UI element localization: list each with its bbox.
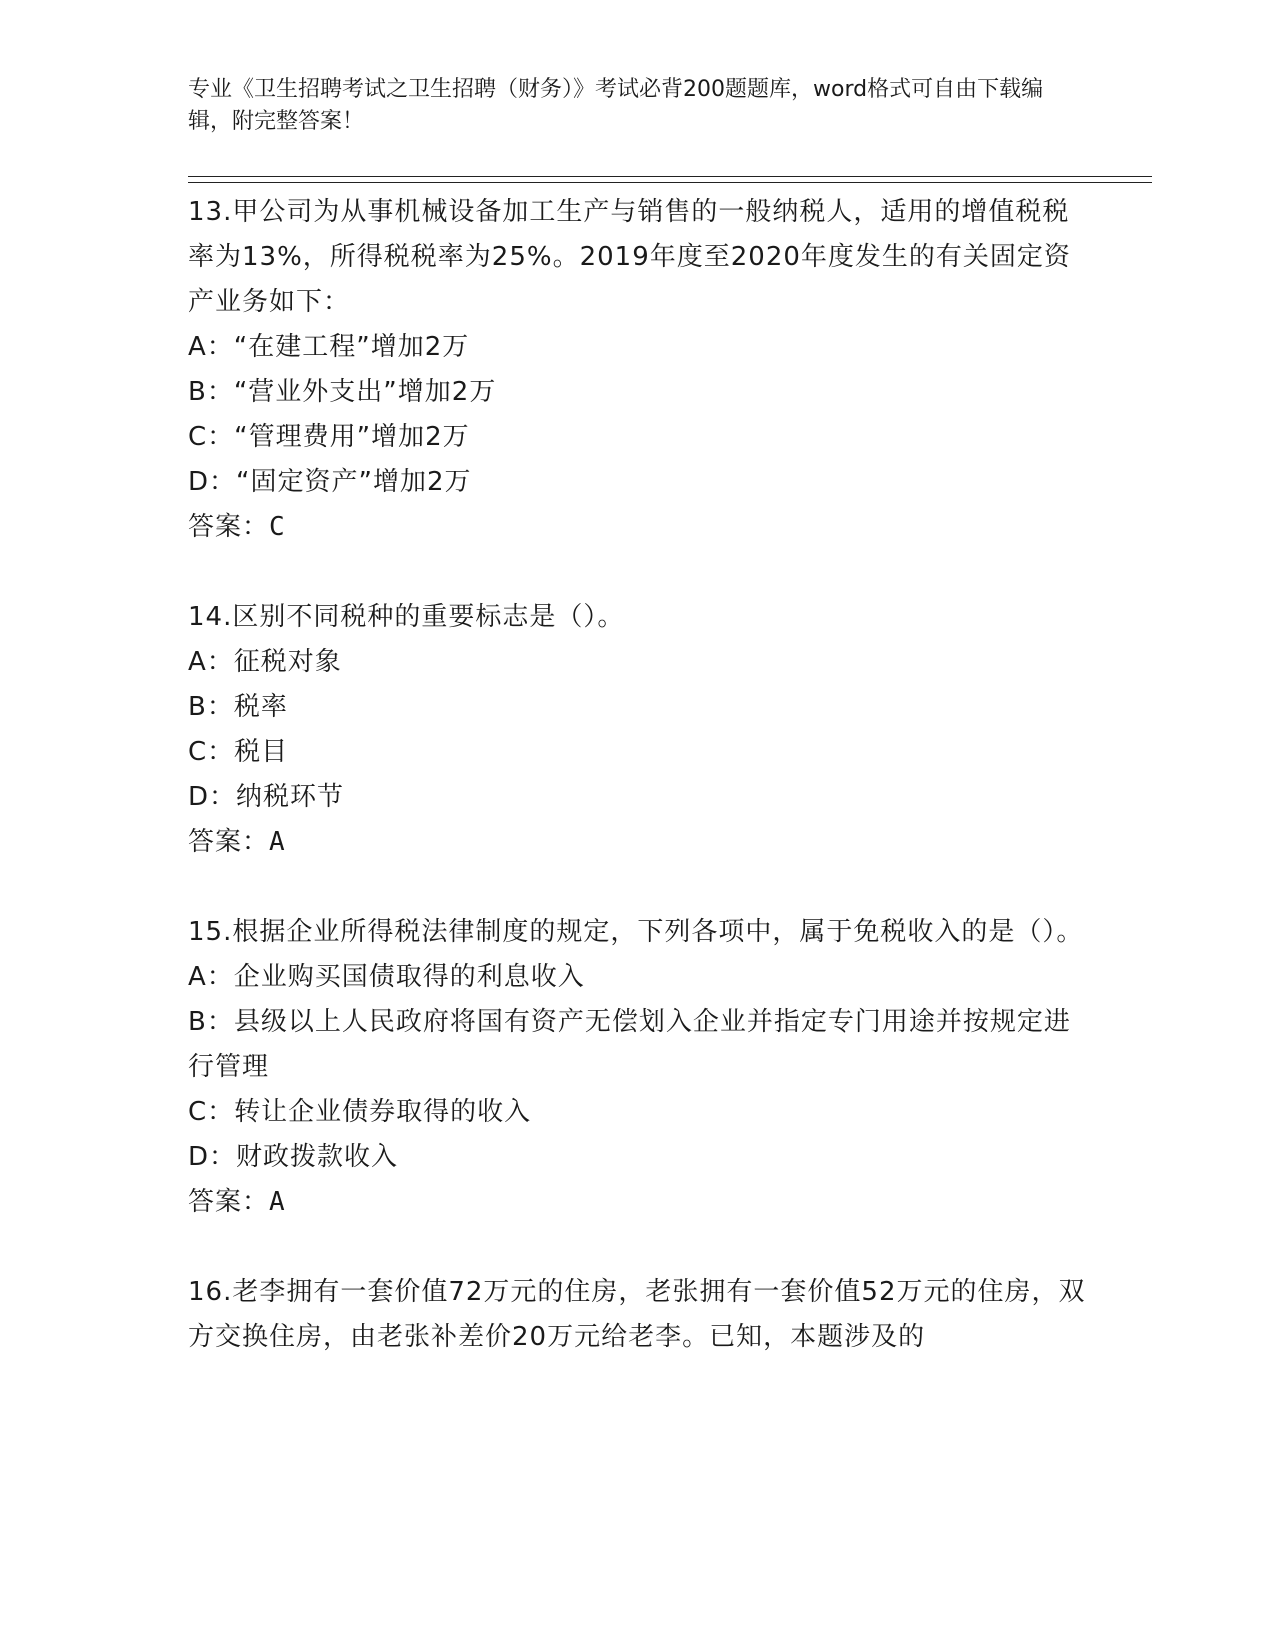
option-a: A：企业购买国债取得的利息收入: [188, 962, 585, 992]
question-14: [188, 595, 1088, 865]
header-divider-bottom: [188, 182, 1152, 183]
option-d: D：财政拨款收入: [188, 1142, 399, 1172]
option-c: C：税目: [188, 737, 289, 767]
option-b: B：县级以上人民政府将国有资产无偿划入企业并指定专门用途并按规定进行管理: [188, 1007, 1071, 1082]
question-spacer: [188, 550, 1088, 595]
question-spacer: [188, 865, 1088, 910]
option-d: D：“固定资产”增加2万: [188, 467, 472, 497]
question-13: [188, 190, 1088, 550]
option-a: A：“在建工程”增加2万: [188, 332, 470, 362]
option-d: D：纳税环节: [188, 782, 345, 812]
answer-line: 答案：A: [188, 1187, 286, 1217]
document-header: 专业《卫生招聘考试之卫生招聘（财务）》考试必背200题题库，word格式可自由下载编辑，附完整答案！: [188, 77, 1044, 134]
question-stem: 15.根据企业所得税法律制度的规定，下列各项中，属于免税收入的是（）。: [188, 917, 1084, 947]
question-stem: 13.甲公司为从事机械设备加工生产与销售的一般纳税人，适用的增值税税率为13%，所得税税率为25%。2019年度至2020年度发生的有关固定资产业务如下：: [188, 197, 1071, 317]
option-b: B：“营业外支出”增加2万: [188, 377, 497, 407]
answer-line: 答案：C: [188, 512, 286, 542]
option-c: C：转让企业债券取得的收入: [188, 1097, 532, 1127]
option-b: B：税率: [188, 692, 288, 722]
answer-line: 答案：A: [188, 827, 286, 857]
option-c: C：“管理费用”增加2万: [188, 422, 470, 452]
question-15: [188, 910, 1088, 1225]
question-list: [188, 190, 1088, 1360]
question-stem: 16.老李拥有一套价值72万元的住房，老张拥有一套价值52万元的住房，双方交换住房，由老张补差价20万元给老李。已知，本题涉及的: [188, 1277, 1086, 1352]
question-spacer: [188, 1225, 1088, 1270]
header-divider-top: [188, 176, 1152, 177]
option-a: A：征税对象: [188, 647, 342, 677]
question-16: [188, 1270, 1088, 1360]
question-stem: 14.区别不同税种的重要标志是（）。: [188, 602, 625, 632]
